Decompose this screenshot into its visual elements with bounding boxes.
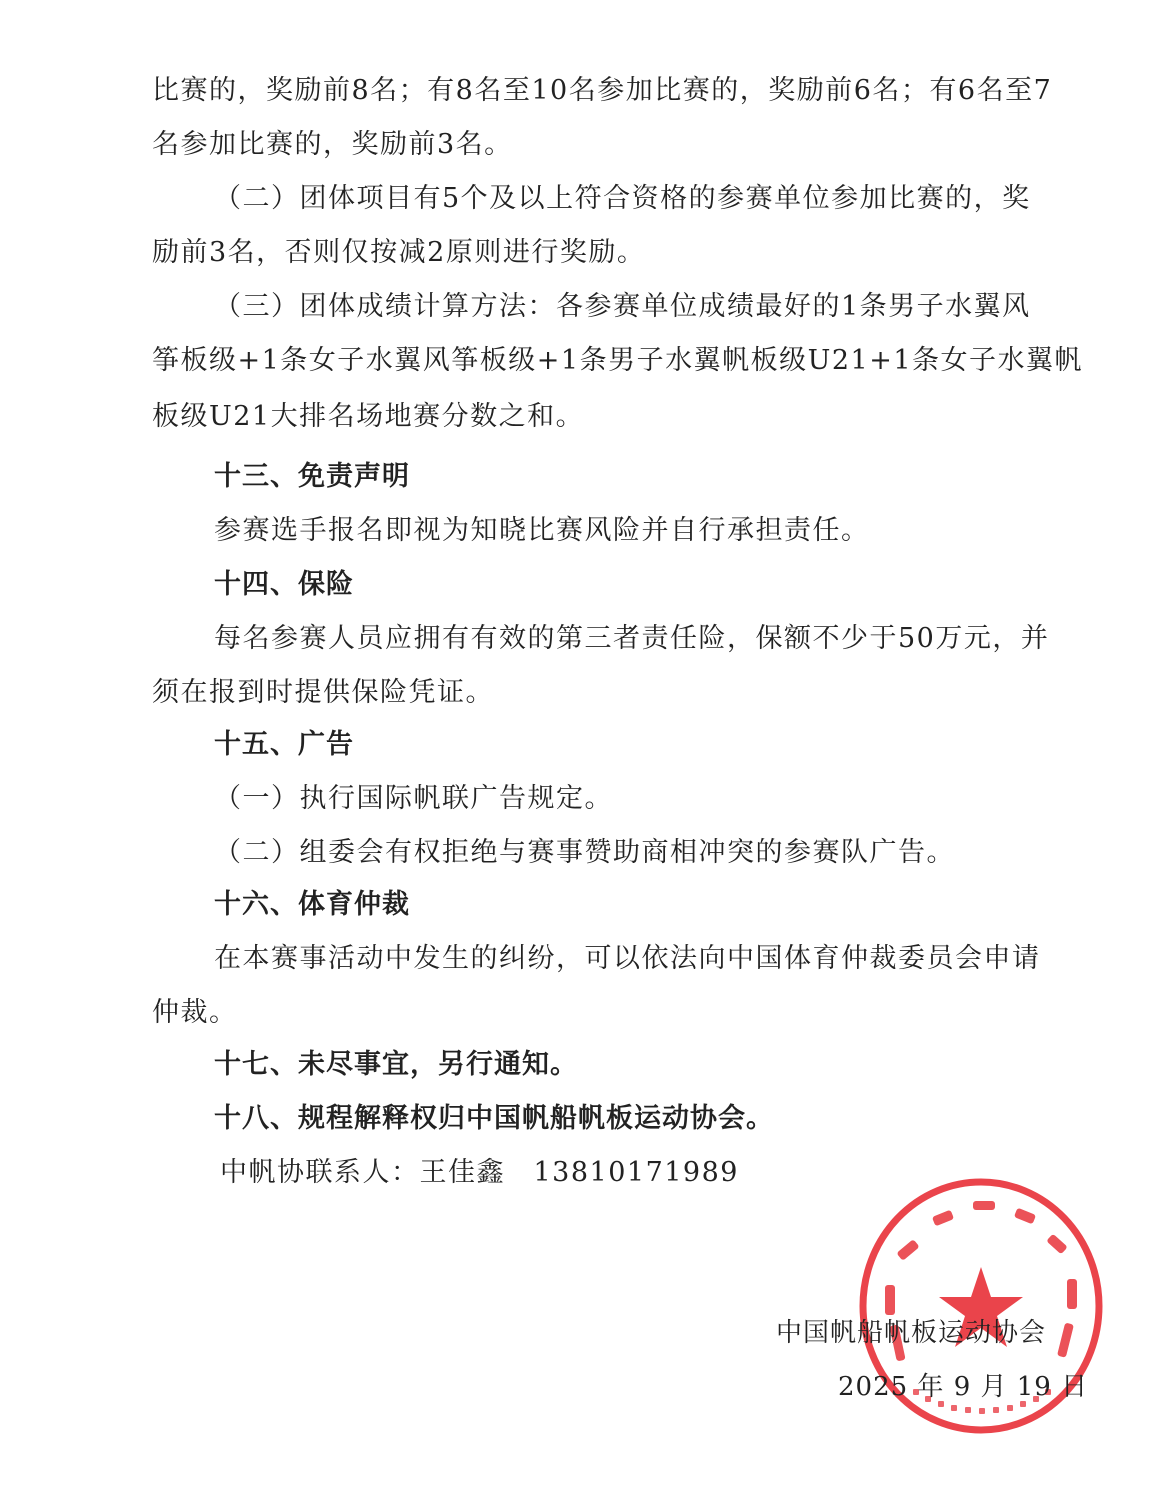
body-line: 每名参赛人员应拥有有效的第三者责任险，保额不少于50万元，并 [214, 623, 1050, 654]
section-heading: 十四、保险 [214, 569, 354, 600]
body-line: 参赛选手报名即视为知晓比赛风险并自行承担责任。 [214, 515, 870, 546]
body-line: 励前3名，否则仅按减2原则进行奖励。 [152, 237, 646, 268]
signature-organization: 中国帆船帆板运动协会 [776, 1318, 1047, 1348]
contact-line: 中帆协联系人：王佳鑫 13810171989 [220, 1157, 739, 1188]
body-line: （二）团体项目有5个及以上符合资格的参赛单位参加比赛的，奖 [214, 183, 1031, 214]
section-heading: 十五、广告 [214, 729, 354, 760]
body-line: （二）组委会有权拒绝与赛事赞助商相冲突的参赛队广告。 [214, 837, 955, 868]
body-line: （三）团体成绩计算方法：各参赛单位成绩最好的1条男子水翼风 [214, 291, 1031, 322]
section-heading: 十八、规程解释权归中国帆船帆板运动协会。 [214, 1103, 774, 1134]
body-line: 比赛的，奖励前8名；有8名至10名参加比赛的，奖励前6名；有6名至7 [152, 75, 1053, 106]
body-line: 须在报到时提供保险凭证。 [152, 677, 494, 708]
section-heading: 十七、未尽事宜，另行通知。 [214, 1049, 578, 1080]
body-line: 筝板级+1条女子水翼风筝板级+1条男子水翼帆板级U21+1条女子水翼帆 [152, 345, 1084, 376]
section-heading: 十六、体育仲裁 [214, 889, 410, 920]
body-line: 仲裁。 [152, 997, 238, 1028]
body-line: 名参加比赛的，奖励前3名。 [152, 129, 513, 160]
body-line: 在本赛事活动中发生的纠纷，可以依法向中国体育仲裁委员会申请 [214, 943, 1041, 974]
section-heading: 十三、免责声明 [214, 461, 410, 492]
body-line: 板级U21大排名场地赛分数之和。 [152, 401, 585, 432]
body-line: （一）执行国际帆联广告规定。 [214, 783, 613, 814]
signature-date: 2025 年 9 月 19 日 [838, 1372, 1089, 1402]
